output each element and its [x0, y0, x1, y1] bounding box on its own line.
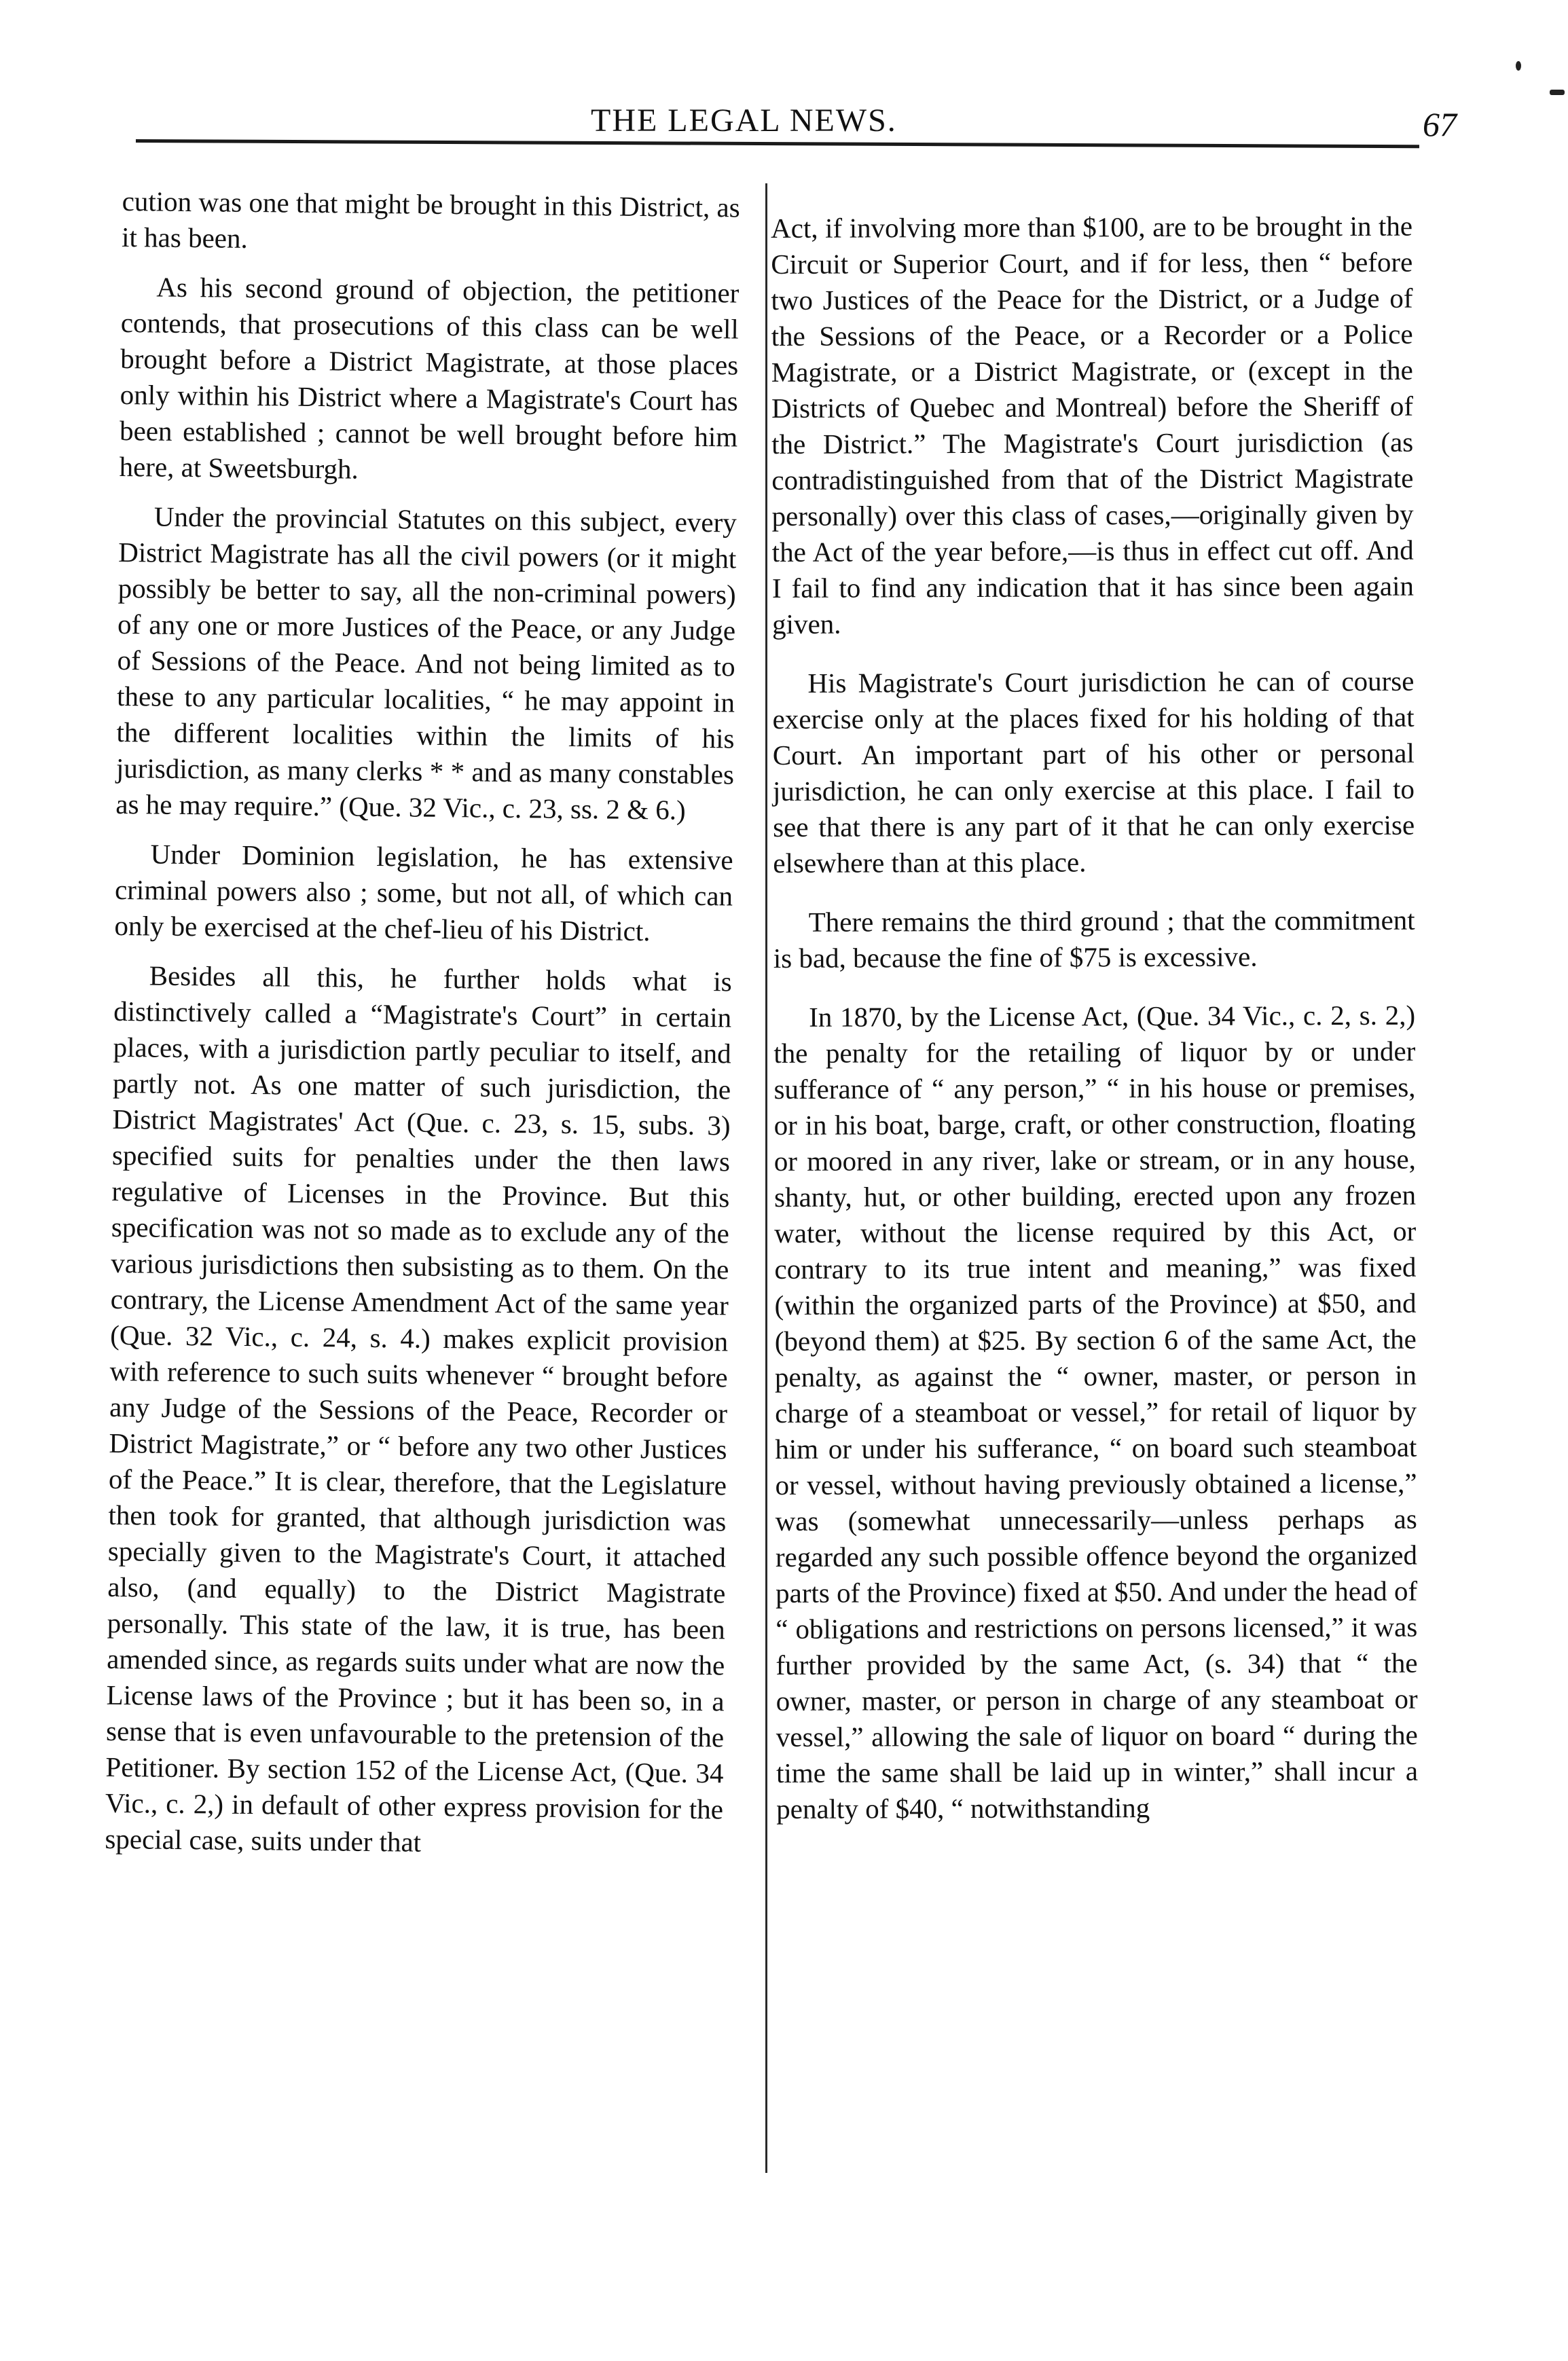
ink-speck [1550, 90, 1565, 95]
right-paragraph-3: There remains the third ground ; that the commitment is bad, because the fine of $75 is excessive. [773, 904, 1415, 974]
right-paragraph-1: Act, if involving more than $100, are to be brought in the Circuit or Superior Court, and if for less, then “ before two Justices of the Peace for the District, or a Judge of the Sessions of the Peace, or a Recorder or a Police Magistrate, or a District Magistrate, or (except in the Districts of Quebec and Montreal) before the Sheriff of the District.” The Magistrate's Court jurisdiction (as contradistinguished from that of the District Magistrate personally) over this class of cases,—originally given by the Act of the year before,—is thus in effect cut off. And I fail to find any indication that it has since been again given. [771, 210, 1415, 640]
left-column [105, 183, 740, 1877]
page-number: 67 [1423, 105, 1457, 143]
right-column [771, 208, 1418, 1850]
ink-speck [1516, 61, 1521, 71]
left-paragraph-2: As his second ground of objection, the petitioner contends, that prosecutions of this class can be well brought before a District Magistrate, at those places only within his District where a Magistrate's Court has been established ; cannot be well brought before him here, at Sweetsburgh. [119, 271, 740, 485]
right-paragraph-2: His Magistrate's Court jurisdiction he can of course exercise only at the places fixed for his holding of that Court. An important part of his other or personal jurisdiction, he can only exercise at this place. I fail to see that there is any part of it that he can only exercise elsewhere than at this place. [772, 665, 1415, 879]
left-paragraph-5: Besides all this, he further holds what is distinctively called a “Magistrate's Court” in certain places, with a jurisdiction partly peculiar to itself, and partly not. As one matter of such jurisdiction, the District Magistrates' Act (Que. c. 23, s. 15, subs. 3) specified suits for penalties under the then laws regulative of Licenses in the Province. But this specification was not so made as to exclude any of the various jurisdictions then subsisting as to them. On the contrary, the License Amendment Act of the same year (Que. 32 Vic., c. 24, s. 4.) makes explicit provision with reference to such suits whenever “ brought before any Judge of the Sessions of the Peace, Recorder or District Magistrate,” or “ before any two other Justices of the Peace.” It is clear, therefore, that the Legislature then took for granted, that although jurisdiction was specially given to the Magistrate's Court, it attached also, (and equally) to the District Magistrate personally. This state of the law, it is true, has been amended since, as regards suits under what are now the License laws of the Province ; but it has been so, in a sense that is even unfavourable to the pretension of the Petitioner. By section 152 of the License Act, (Que. 34 Vic., c. 2,) in default of other express provision for the special case, suits under that [105, 959, 732, 1858]
left-paragraph-4: Under Dominion legislation, he has extensive criminal powers also ; some, but not all, of which can only be exercised at the chef-lieu of his District. [114, 838, 733, 947]
page-title: THE LEGAL NEWS. [591, 103, 897, 139]
left-paragraph-1: cution was one that might be brought in this District, as it has been. [121, 185, 740, 254]
left-paragraph-3: Under the provincial Statutes on this subject, every District Magistrate has all the civil powers (or it might possibly be better to say, all the non-criminal powers) of any one or more Justices of the Peace, or any Judge of Sessions of the Peace. And not being limited as to these to any particular localities, “ he may appoint in the different localities within the limits of his jurisdiction, as many clerks * * and as many constables as he may require.” (Que. 32 Vic., c. 23, ss. 2 & 6.) [115, 500, 737, 826]
page-header [0, 102, 1568, 163]
column-divider [765, 183, 767, 2173]
right-paragraph-4: In 1870, by the License Act, (Que. 34 Vic., c. 2, s. 2,) the penalty for the retailing of liquor by or under sufferance of “ any person,” “ in his house or premises, or in his boat, barge, craft, or other construction, floating or moored in any river, lake or stream, or in any house, shanty, hut, or other building, erected upon any frozen water, without the license required by this Act, or contrary to its true intent and meaning,” was fixed (within the organized parts of the Province) at $50, and (beyond them) at $25. By section 6 of the same Act, the penalty, as against the “ owner, master, or person in charge of a steamboat or vessel,” for retail of liquor by him or under his sufferance, “ on board such steamboat or vessel, without having previously obtained a license,” was (somewhat unnecessarily—unless perhaps as regarded any such possible offence beyond the organized parts of the Province) fixed at $50. And under the head of “ obligations and restrictions on persons licensed,” it was further provided by the same Act, (s. 34) that “ the owner, master, or person in charge of any steamboat or vessel,” allowing the sale of liquor on board “ during the time the same shall be laid up in winter,” shall incur a penalty of $40, “ notwithstanding [773, 999, 1419, 1825]
